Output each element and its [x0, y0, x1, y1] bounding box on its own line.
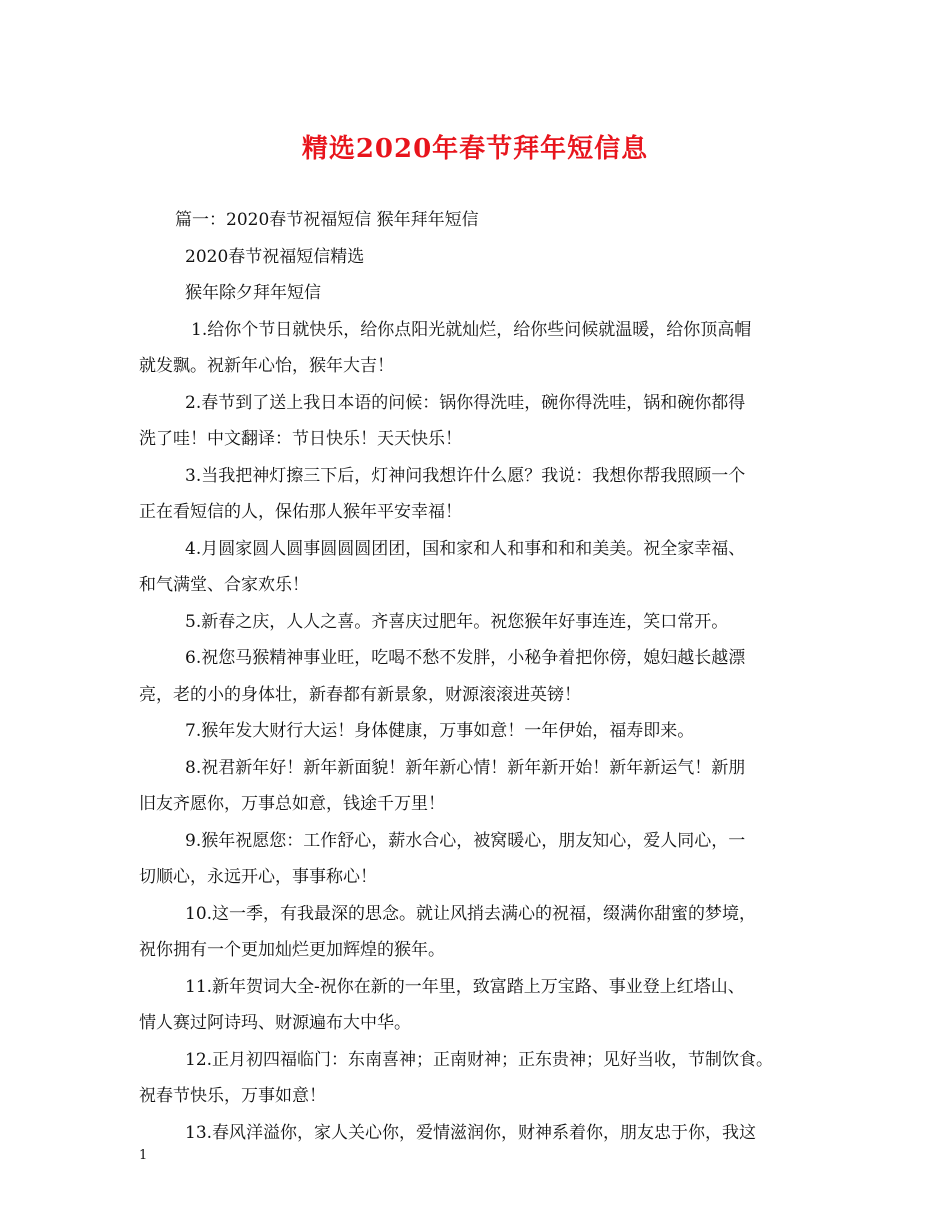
paragraph-line: 就发飘。祝新年心怡，猴年大吉！: [139, 356, 394, 376]
paragraph-line: 情人赛过阿诗玛、财源遍布大中华。: [139, 1013, 411, 1033]
paragraph-line: 7.猴年发大财行大运！身体健康，万事如意！一年伊始，福寿即来。: [185, 721, 695, 741]
paragraph-line: 2.春节到了送上我日本语的问候：锅你得洗哇，碗你得洗哇，锅和碗你都得: [185, 392, 746, 413]
paragraph-line: 篇一：2020春节祝福短信 猴年拜年短信: [175, 210, 479, 230]
paragraph-line: 和气满堂、合家欢乐！: [139, 575, 309, 595]
document-title: 精选2020年春节拜年短信息: [301, 134, 649, 164]
paragraph-line: 洗了哇！中文翻译：节日快乐！天天快乐！: [139, 429, 462, 449]
paragraph-line: 6.祝您马猴精神事业旺，吃喝不愁不发胖，小秘争着把你傍，媳妇越长越漂: [185, 648, 746, 668]
paragraph-line: 猴年除夕拜年短信: [185, 283, 321, 303]
paragraph-line: 10.这一季，有我最深的思念。就让风捎去满心的祝福，缀满你甜蜜的梦境，: [185, 903, 757, 924]
paragraph-line: 9.猴年祝愿您：工作舒心，薪水合心，被窝暖心，朋友知心，爱人同心，一: [185, 830, 746, 851]
paragraph-line: 祝春节快乐，万事如意！: [139, 1086, 326, 1106]
paragraph-line: 11.新年贺词大全-祝你在新的一年里，致富踏上万宝路、事业登上红塔山、: [185, 976, 745, 997]
paragraph-line: 正在看短信的人，保佑那人猴年平安幸福！: [139, 502, 462, 522]
paragraph-line: 12.正月初四福临门：东南喜神；正南财神；正东贵神；见好当收，节制饮食。: [185, 1049, 774, 1070]
paragraph-line: 祝你拥有一个更加灿烂更加辉煌的猴年。: [139, 940, 445, 960]
paragraph-line: 旧友齐愿你，万事总如意，钱途千万里！: [139, 794, 445, 814]
paragraph-line: 8.祝君新年好！新年新面貌！新年新心情！新年新开始！新年新运气！新朋: [185, 757, 746, 778]
paragraph-line: 亮，老的小的身体壮，新春都有新景象，财源滚滚进英镑！: [139, 684, 581, 705]
paragraph-line: 切顺心，永远开心，事事称心！: [139, 867, 377, 887]
paragraph-line: 1.给你个节日就快乐，给你点阳光就灿烂，给你些问候就温暖，给你顶高帽: [191, 319, 752, 340]
paragraph-line: 2020春节祝福短信精选: [185, 246, 365, 267]
paragraph-line: 5.新春之庆，人人之喜。齐喜庆过肥年。祝您猴年好事连连，笑口常开。: [185, 611, 729, 632]
paragraph-line: 3.当我把神灯擦三下后，灯神问我想许什么愿？我说：我想你帮我照顾一个: [185, 465, 746, 486]
document-body: [139, 202, 829, 1151]
page-number: 1: [139, 1148, 148, 1163]
paragraph-line: 13.春风洋溢你，家人关心你，爱情滋润你，财神系着你，朋友忠于你，我这: [185, 1122, 757, 1143]
paragraph-line: 4.月圆家圆人圆事圆圆圆团团，国和家和人和事和和和美美。祝全家幸福、: [185, 538, 746, 559]
